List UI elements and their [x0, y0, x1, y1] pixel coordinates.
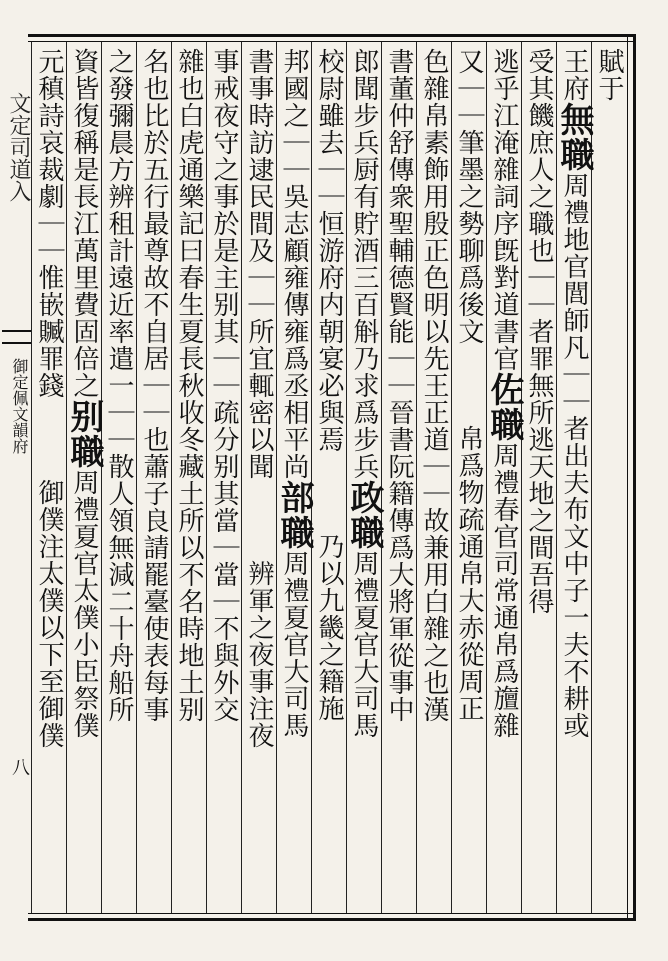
- text-column: [242, 48, 275, 910]
- text-column: [312, 48, 345, 910]
- headword: 無職: [554, 102, 594, 172]
- headword: 政職: [344, 480, 384, 550]
- column-text: 資皆復稱是長江萬里費固倍之: [69, 48, 99, 399]
- text-column: [522, 48, 555, 910]
- column-text: 周禮夏官太僕小臣祭僕: [69, 469, 99, 739]
- headword: 别職: [64, 399, 104, 469]
- page-margin: [0, 40, 32, 920]
- column-text: 受其饑庶人之職也｜｜者罪無所逃天地之間吾得: [524, 48, 554, 615]
- column-text: 元稹詩哀裁劇｜｜惟嵌贓罪錢: [34, 48, 64, 399]
- text-column: [137, 48, 170, 910]
- text-column: [554, 48, 594, 910]
- margin-book-title: 御定佩文韻府: [10, 358, 29, 454]
- column-text: 雜也白虎通樂記曰春生夏長秋收冬藏土所以不名時地土别: [174, 48, 204, 723]
- column-text: 辨軍之夜事注夜: [244, 560, 274, 749]
- text-column: [172, 48, 205, 910]
- fish-tail-mark: [2, 330, 32, 344]
- column-text: 王府: [559, 48, 589, 102]
- headword: 佐職: [484, 372, 524, 442]
- column-text: 事戒夜守之事於是主别其｜｜疏分别其當｜當｜不與外交: [209, 48, 239, 723]
- column-text: 之發彌晨方辨租計遠近率遣一｜｜散人領無減二十舟船所: [104, 48, 134, 723]
- column-text: 逃乎江淹雜詞序旣對道書官: [489, 48, 519, 372]
- frame-right-border: [627, 34, 636, 921]
- text-column: [592, 48, 625, 910]
- text-column: [64, 48, 104, 910]
- text-column: [207, 48, 240, 910]
- column-text: 名也比於五行最尊故不自居｜｜也蕭子良請罷臺使表每事: [139, 48, 169, 723]
- column-text: 周禮夏官大司馬: [279, 550, 309, 739]
- text-column: [102, 48, 135, 910]
- column-text: 校尉雖去｜｜恒游府内朝宴必與焉: [314, 48, 344, 453]
- text-column: [452, 48, 485, 910]
- column-text: 賦于: [594, 48, 624, 102]
- text-column: [274, 48, 314, 910]
- column-text: 周禮地官閭師凡｜｜者出夫布文中子一夫不耕或: [559, 172, 589, 739]
- column-text: 書事時訪逮民間及｜｜所宜輒密以聞: [244, 48, 274, 480]
- column-text: 乃以九畿之籍施: [314, 533, 344, 722]
- frame-top-border: [28, 34, 636, 42]
- text-column: [417, 48, 450, 910]
- column-text: 色雜帛素飾用殷正色明以先王正道｜｜故兼用白雜之也漢: [419, 48, 449, 723]
- text-column: [32, 48, 65, 910]
- text-column: [484, 48, 524, 910]
- frame-bottom-border: [28, 913, 636, 921]
- column-text: 又｜｜筆墨之勢聊爲後文: [454, 48, 484, 345]
- column-text: 郎聞步兵厨有貯酒三百斛乃求爲步兵: [349, 48, 379, 480]
- column-text: 帛爲物疏通帛大赤從周正: [454, 425, 484, 722]
- margin-folio-number: 八: [9, 758, 30, 776]
- column-text: 御僕注太僕以下至御僕: [34, 479, 64, 749]
- text-column: [382, 48, 415, 910]
- column-text: 邦國之｜｜吳志顧雍傳雍爲丞相平尚: [279, 48, 309, 480]
- column-text: 書董仲舒傳衆聖輔德賢能｜｜晉書阮籍傳爲大將軍從事中: [384, 48, 414, 723]
- text-column: [344, 48, 384, 910]
- column-text: 周禮春官司常通帛爲旜雜: [489, 442, 519, 739]
- column-text: 周禮夏官大司馬: [349, 550, 379, 739]
- margin-leading-fragment: 文定司道入: [6, 92, 31, 202]
- headword: 部職: [274, 480, 314, 550]
